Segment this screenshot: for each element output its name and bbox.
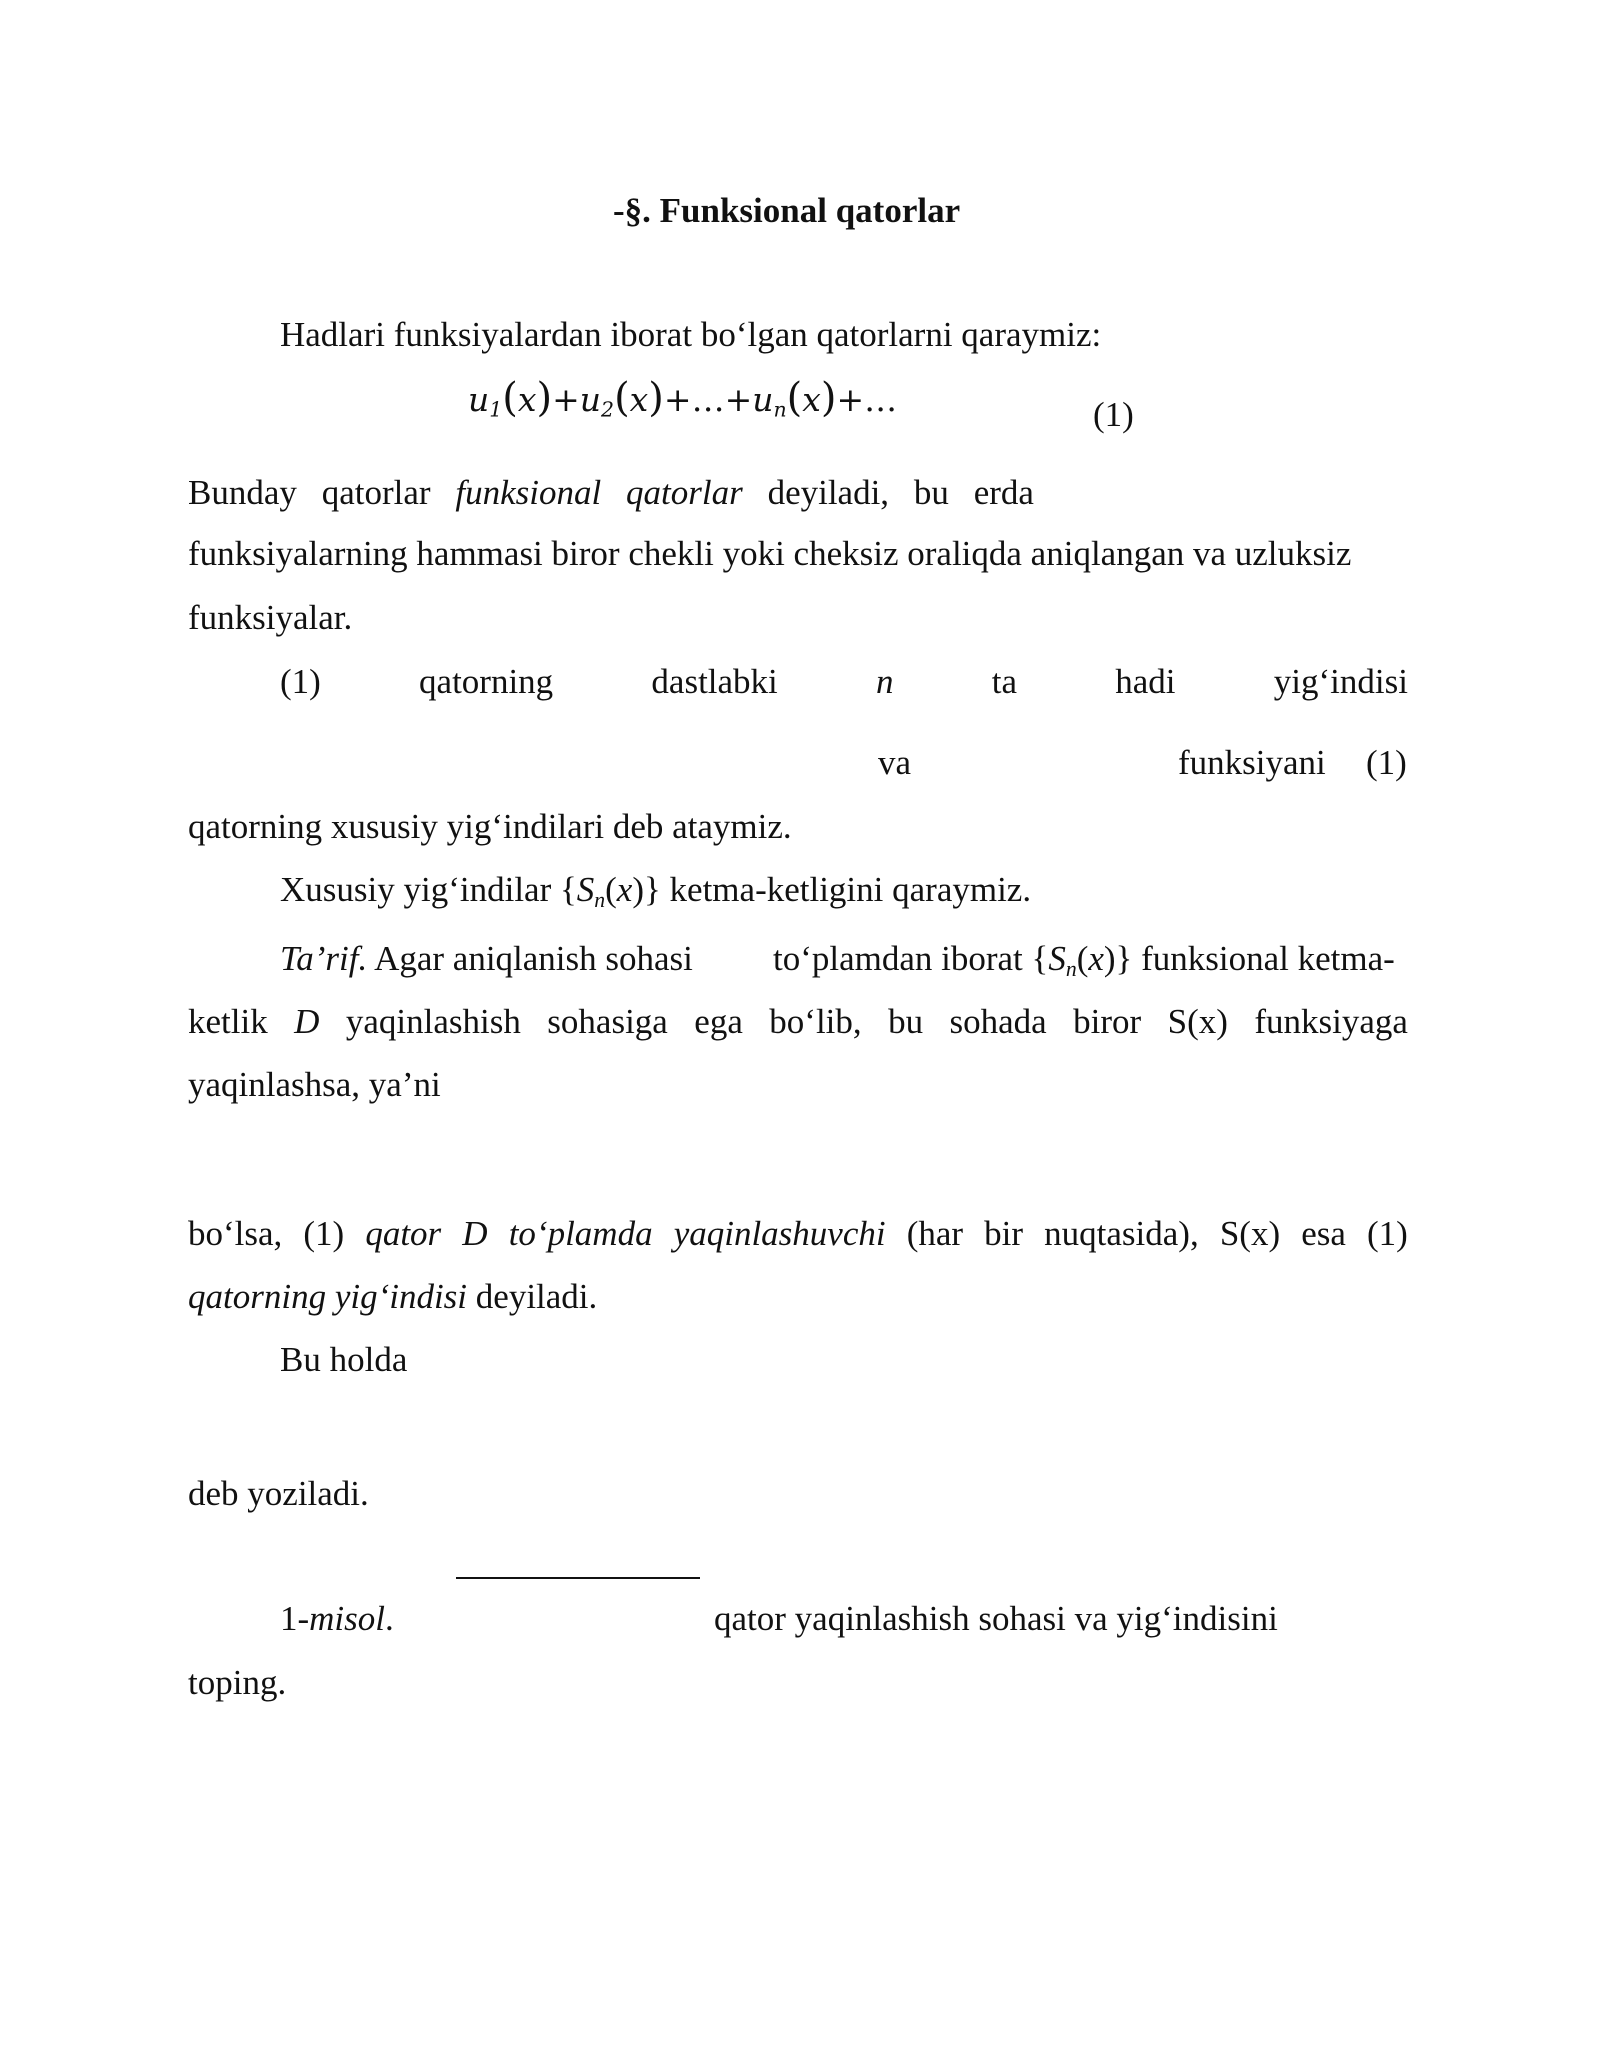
partial-sum-line-1: (1) qatorning dastlabki n ta hadi yig‘indisi [280,662,1408,701]
horizontal-rule [456,1577,700,1579]
section-heading: -§. Funksional qatorlar [613,191,961,230]
sequence-line: Xususiy yig‘indilar $\{S_n(x)\}$ ketma-ketligini qaraymiz. [280,870,1032,913]
definition-line-1: Bunday qatorlar funksional qatorlar deyiladi, bu erda [188,473,1034,512]
example-label: 1-misol. [280,1599,394,1638]
intro-paragraph: Hadlari funksiyalardan iborat bo‘lgan qatorlarni qaraymiz: [280,315,1102,354]
tarif-line-3: yaqinlashsa, ya’ni [188,1065,441,1104]
series-formula: $u_1(x)+u_2(x)+\dots+u_n(x)+\dots$ [468,375,898,422]
example-line-2: toping. [188,1663,287,1702]
tarif-line-1a: Ta’rif. Agar aniqlanish sohasi [280,939,693,978]
example-text: qator yaqinlashish sohasi va yig‘indisini [714,1599,1278,1638]
partial-sum-ref: (1) [1366,743,1407,782]
partial-sum-va: va [878,743,912,782]
deb-yoziladi: deb yoziladi. [188,1474,369,1513]
convergence-line-1: bo‘lsa, (1) qator D to‘plamda yaqinlashuvchi (har bir nuqtasida), S(x) esa (1) [188,1214,1408,1253]
convergence-line-2: qatorning yig‘indisi deyiladi. [188,1277,598,1316]
tarif-line-2: ketlik D yaqinlashish sohasiga ega bo‘lib, bu sohada biror S(x) funksiyaga [188,1002,1408,1041]
partial-sum-line-3: qatorning xususiy yig‘indilari deb ataymiz. [188,807,792,846]
formula-number: (1) [1093,395,1134,434]
tarif-line-1b: to‘plamdan iborat $\{S_n(x)\}$ funksional ketma- [773,939,1395,982]
definition-line-2: funksiyalarning hammasi biror chekli yoki cheksiz oraliqda aniqlangan va uzluksiz [188,534,1352,573]
bu-holda: Bu holda [280,1340,408,1379]
partial-sum-funksiyani: funksiyani [1178,743,1326,782]
definition-line-3: funksiyalar. [188,598,353,637]
